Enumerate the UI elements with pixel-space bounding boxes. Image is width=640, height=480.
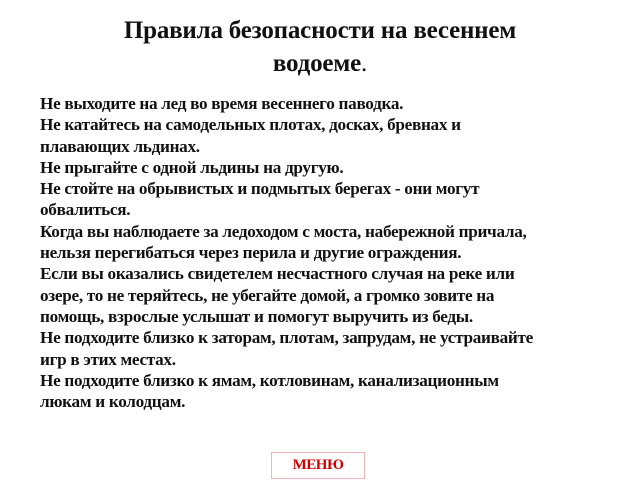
rule-text-line: нельзя перегибаться через перила и другие ограждения. (40, 243, 462, 263)
rule-text-line: Не стойте на обрывистых и подмытых берегах - они могут (40, 179, 480, 199)
menu-button[interactable] (271, 452, 365, 479)
rule-item (40, 370, 610, 413)
page-title-period: . (361, 50, 368, 77)
rule-text-line: игр в этих местах. (40, 349, 176, 369)
rule-text-line: озере, то не теряйтесь, не убегайте домой, а громко зовите на (40, 285, 495, 305)
rule-item (40, 263, 610, 327)
rule-item (40, 93, 610, 114)
rule-text-line: помощь, взрослые услышат и помогут выручить из беды. (40, 306, 473, 326)
rule-text-line: плавающих льдинах. (40, 136, 200, 156)
rule-item (40, 327, 610, 370)
menu-button-label: МЕНЮ (292, 457, 344, 473)
rule-item (40, 114, 610, 157)
rule-text-line: Не катайтесь на самодельных плотах, досках, бревнах и (40, 115, 461, 135)
page-title-line-1: Правила безопасности на весеннем (123, 17, 517, 44)
rule-text-line: Если вы оказались свидетелем несчастного случая на реке или (40, 264, 515, 284)
rule-text-line: Когда вы наблюдаете за ледоходом с моста, набережной причала, (40, 221, 527, 241)
rule-text-line: Не подходите близко к заторам, плотам, запрудам, не устраивайте (40, 328, 533, 348)
page-title (60, 14, 580, 80)
rule-item (40, 157, 610, 178)
page-title-line-2-text: водоеме (272, 50, 361, 77)
rule-text-line: люкам и колодцам. (40, 392, 186, 412)
rule-text-line: Не подходите близко к ямам, котловинам, канализационным (40, 370, 499, 390)
rule-item (40, 178, 610, 221)
rule-text-line: Не выходите на лед во время весеннего паводка. (40, 94, 404, 113)
safety-rules-list (40, 93, 610, 412)
page-title-line-2 (60, 47, 580, 80)
rule-item (40, 221, 610, 264)
rule-text-line: Не прыгайте с одной льдины на другую. (40, 157, 344, 177)
rule-text-line: обвалиться. (40, 200, 131, 220)
